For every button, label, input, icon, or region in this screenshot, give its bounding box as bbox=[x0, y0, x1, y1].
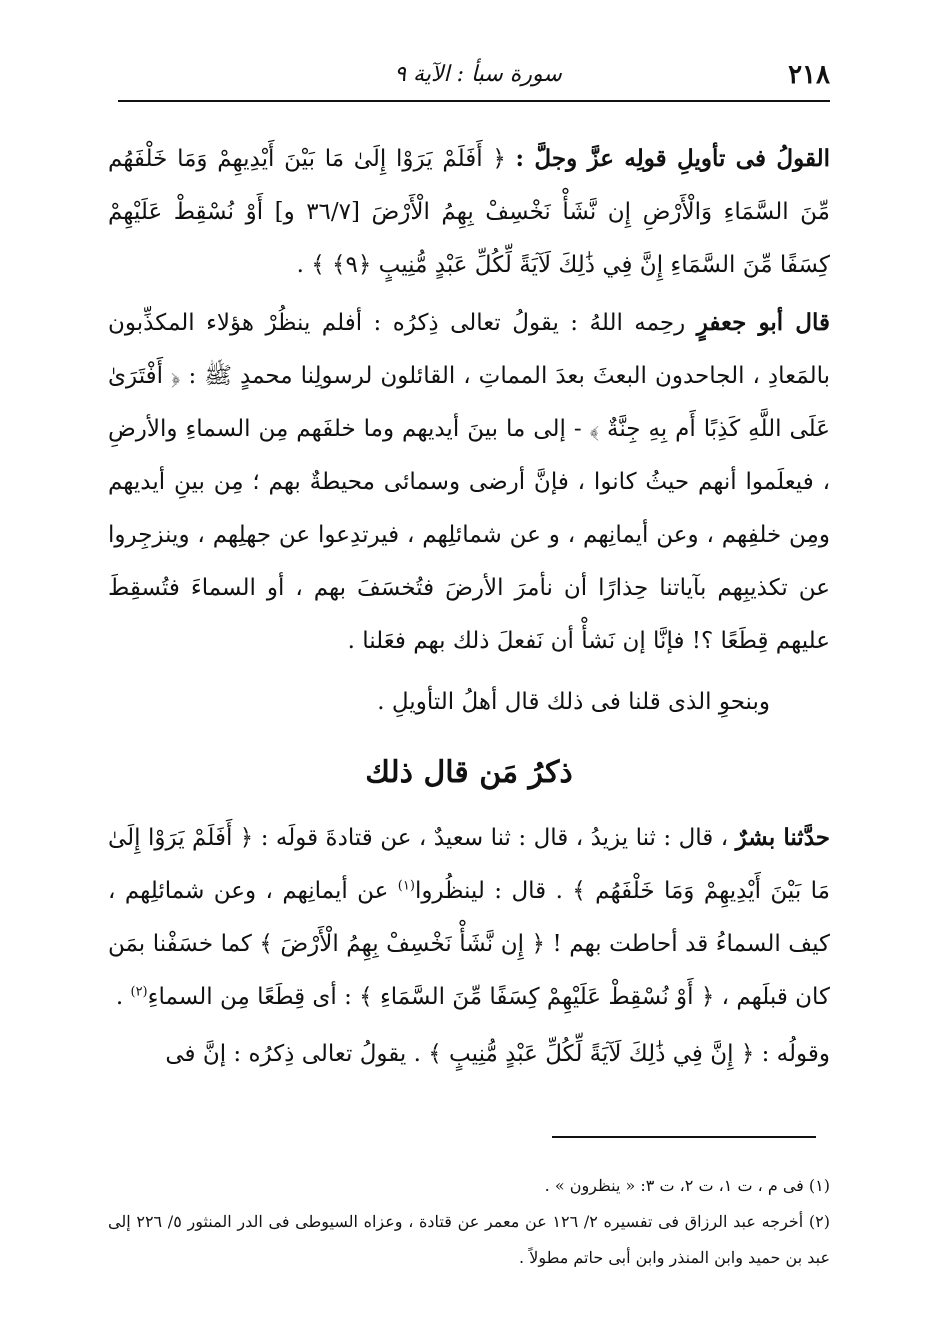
paragraph-verse bbox=[108, 132, 830, 292]
footnote-2: (٢) أخرجه عبد الرزاق فى تفسيره ٢/ ١٢٦ عن معمر عن قتادة ، وعزاه السيوطى فى الدر المنثور ٥/ ٢٢٦ إلى عبد بن حميد وابن المنذر وابن أبى حاتم مطولاً . bbox=[108, 1212, 831, 1267]
narration-body: . bbox=[115, 984, 131, 1010]
page-number: ٢١٨ bbox=[788, 60, 830, 90]
footnote-ref-1: (١) bbox=[397, 878, 415, 894]
paragraph-lead: القولُ فى تأويلِ قولِه عزَّ وجلَّ : bbox=[515, 145, 830, 172]
header-rule bbox=[118, 100, 830, 102]
main-text bbox=[108, 132, 830, 1081]
paragraph-continuation: وقولُه : ﴿ إِنَّ فِي ذَٰلِكَ لَآيَةً لِّكُلِّ عَبْدٍ مُّنِيبٍ ﴾ . يقولُ تعالى ذِكرُه : إنَّ فى bbox=[165, 1041, 830, 1067]
footnote-ref-2: (٢) bbox=[130, 984, 148, 1000]
paragraph-commentary bbox=[108, 296, 830, 668]
paragraph-lead: قال أبو جعفرٍ bbox=[696, 309, 830, 336]
page-header bbox=[118, 52, 830, 96]
paragraph-narration bbox=[108, 811, 830, 1024]
narration-body: عن أيمانِهم ، وعن شمائلِهم ، كيف السماءُ قد أحاطت بهم ! ﴿ إِن نَّشَأْ نَخْسِفْ بِهِمُ الْأَرْضَ ﴾ كما خسَفْنا بمَن كان قبلَهم ، ﴿ أَوْ نُسْقِطْ عَلَيْهِمْ كِسَفًا مِّنَ السَّمَاءِ ﴾ : أى قِطَعًا مِن السماءِ bbox=[108, 878, 830, 1010]
footnote-rule bbox=[552, 1136, 816, 1138]
section-heading: ذكرُ مَن قال ذلك bbox=[365, 755, 573, 790]
footnote-1: (١) فى م ، ت ١، ت ٢، ت ٣: « ينظرون » . bbox=[544, 1176, 830, 1195]
running-head: سورة سبأ : الآية ٩ bbox=[394, 62, 562, 87]
footnotes bbox=[108, 1168, 830, 1276]
narration-lead: حدَّثنا بشرٌ bbox=[735, 824, 830, 851]
paragraph-body: رحِمه اللهُ : يقولُ تعالى ذِكرُه : أفلم ينظُرْ هؤلاء المكذِّبون بالمَعادِ ، الجاحدون البعثَ بعدَ المماتِ ، القائلون لرسولِنا محمدٍ ﷺ : ﴿ أَفْتَرَىٰ عَلَى اللَّهِ كَذِبًا أَم بِهِ جِنَّةٌ ﴾ - إلى ما بينَ أيديهم وما خلفَهم مِن السماءِ والأرضِ ، فيعلَموا أنهم حيثُ كانوا ، فإنَّ أرضى وسمائى محيطةٌ بهم ؛ مِن بينِ أيديهم ومِن خلفِهم ، وعن أيمانِهم ، و عن شمائلِهم ، فيرتدِعوا عن جهلِهم ، وينزجِروا عن تكذيبِهم بآياتنا حِذارًا أن نأمرَ الأرضَ فتُخسَفَ بهم ، أو السماءَ فتُسقِطَ عليهم قِطَعًا ؟! فإنَّا إن نَشأْ أن نَفعلَ ذلك بهم فعَلنا . bbox=[108, 310, 830, 654]
summary-line: وبنحوِ الذى قلنا فى ذلك قال أهلُ التأويلِ . bbox=[377, 689, 770, 715]
paragraph-body: ﴿ أَفَلَمْ يَرَوْا إِلَىٰ مَا بَيْنَ أَيْدِيهِمْ وَمَا خَلْفَهُم مِّنَ السَّمَاءِ وَالْأَرْضِ إِن نَّشَأْ نَخْسِفْ بِهِمُ الْأَرْضَ [٣٦/٧ و] أَوْ نُسْقِطْ عَلَيْهِمْ كِسَفًا مِّنَ السَّمَاءِ إِنَّ فِي ذَٰلِكَ لَآيَةً لِّكُلِّ عَبْدٍ مُّنِيبٍ ﴿٩﴾ ﴾ . bbox=[108, 146, 830, 278]
narration-body: ، قال : ثنا يزيدُ ، قال : ثنا سعيدٌ ، عن قتادةَ قولَه : ﴿ أَفَلَمْ يَرَوْا إِلَىٰ مَا بَيْنَ أَيْدِيهِمْ وَمَا خَلْفَهُم ﴾ . قال : لينظُروا bbox=[108, 825, 830, 904]
